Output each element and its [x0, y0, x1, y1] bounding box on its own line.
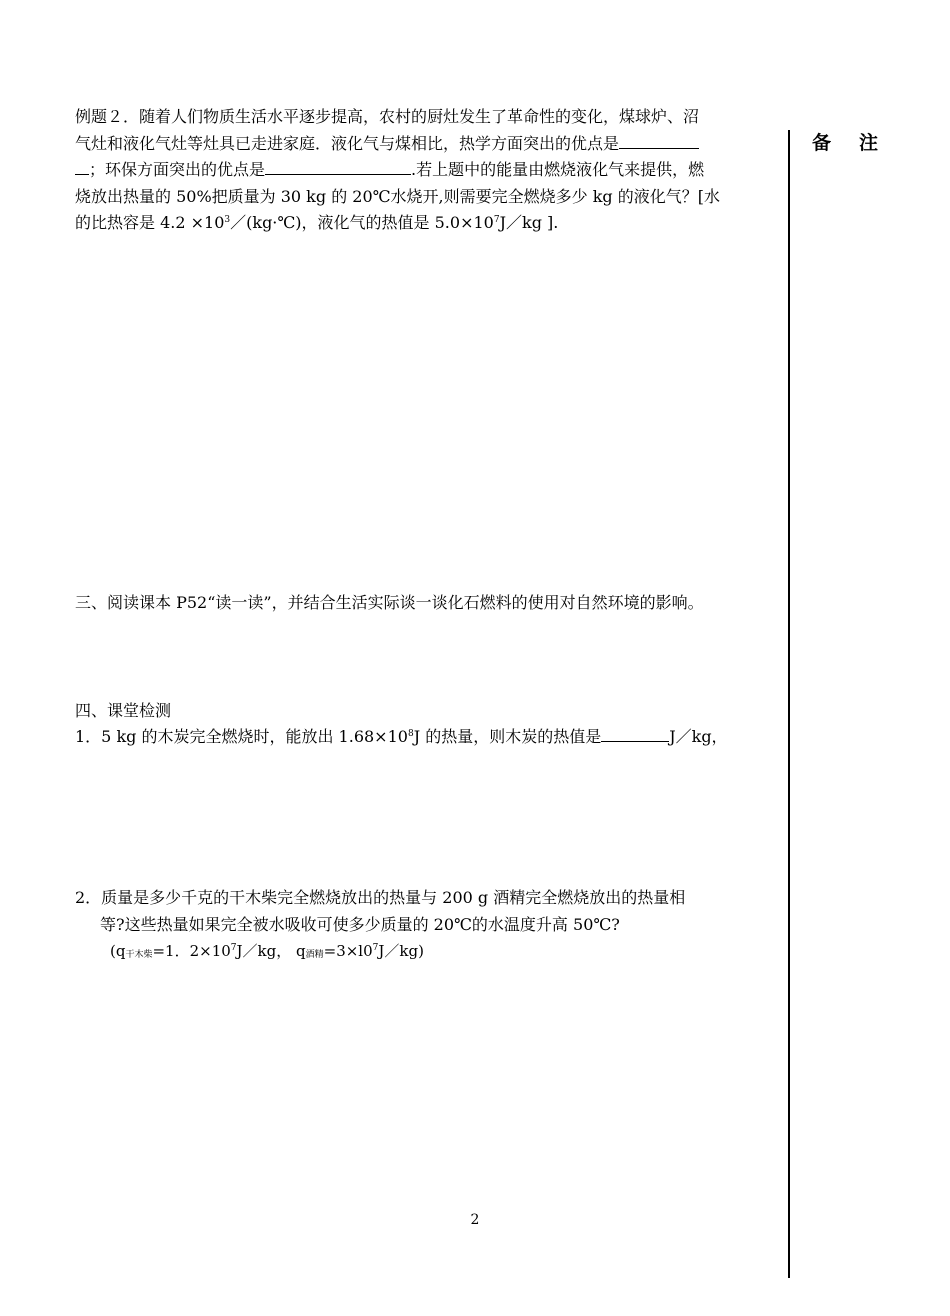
answer-blank [601, 724, 669, 742]
example-2-line-3: ；环保方面突出的优点是 .若上题中的能量由燃烧液化气来提供，燃 [75, 157, 775, 184]
sidebar-divider [788, 130, 790, 1278]
section-4-title: 四、课堂检测 [75, 701, 172, 720]
sidebar-notes-heading: 备 注 [812, 132, 879, 154]
example-2-line-1: 例题２．随着人们物质生活水平逐步提高，农村的厨灶发生了革命性的变化，煤球炉、沼 [75, 107, 700, 126]
question-2-line-1: 2．质量是多少千克的干木柴完全燃烧放出的热量与 200 g 酒精完全燃烧放出的热量相 [75, 888, 686, 907]
question-2 [75, 884, 775, 965]
answer-blank [75, 157, 89, 175]
question-1: 1．5 kg 的木炭完全燃烧时，能放出 $1.68\times 10^8J$ 的热量，则木炭的热值是 J／kg， [75, 724, 785, 750]
question-2-given-values: ($q_{干木柴}=1$．$2\times 10^7J/kg$， $q_{酒精}=3\times l0^7J/kg$) [110, 942, 424, 960]
section-3-reading: 三、阅读课本 P52“读一读”，并结合生活实际谈一谈化石燃料的使用对自然环境的影响。 [75, 593, 704, 612]
example-2-line-5: 的比热容是 $4.2 \times 10^3/(kg\cdot℃)$，液化气的热值是 $5.0\times 10^7J/kg$ ]. [75, 213, 559, 232]
page-number: 2 [470, 1212, 480, 1228]
answer-blank [265, 157, 411, 175]
answer-blank [619, 131, 699, 149]
example-2-problem [75, 104, 775, 237]
question-2-line-2: 等?这些热量如果完全被水吸收可使多少质量的 20℃的水温度升高 50℃? [100, 915, 620, 934]
example-2-line-4: 烧放出热量的 50%把质量为 30 kg 的 20℃水烧开,则需要完全燃烧多少 kg 的液化气？[水 [75, 186, 720, 206]
example-2-line-2: 气灶和液化气灶等灶具已走进家庭．液化气与煤相比，热学方面突出的优点是 [75, 131, 775, 158]
